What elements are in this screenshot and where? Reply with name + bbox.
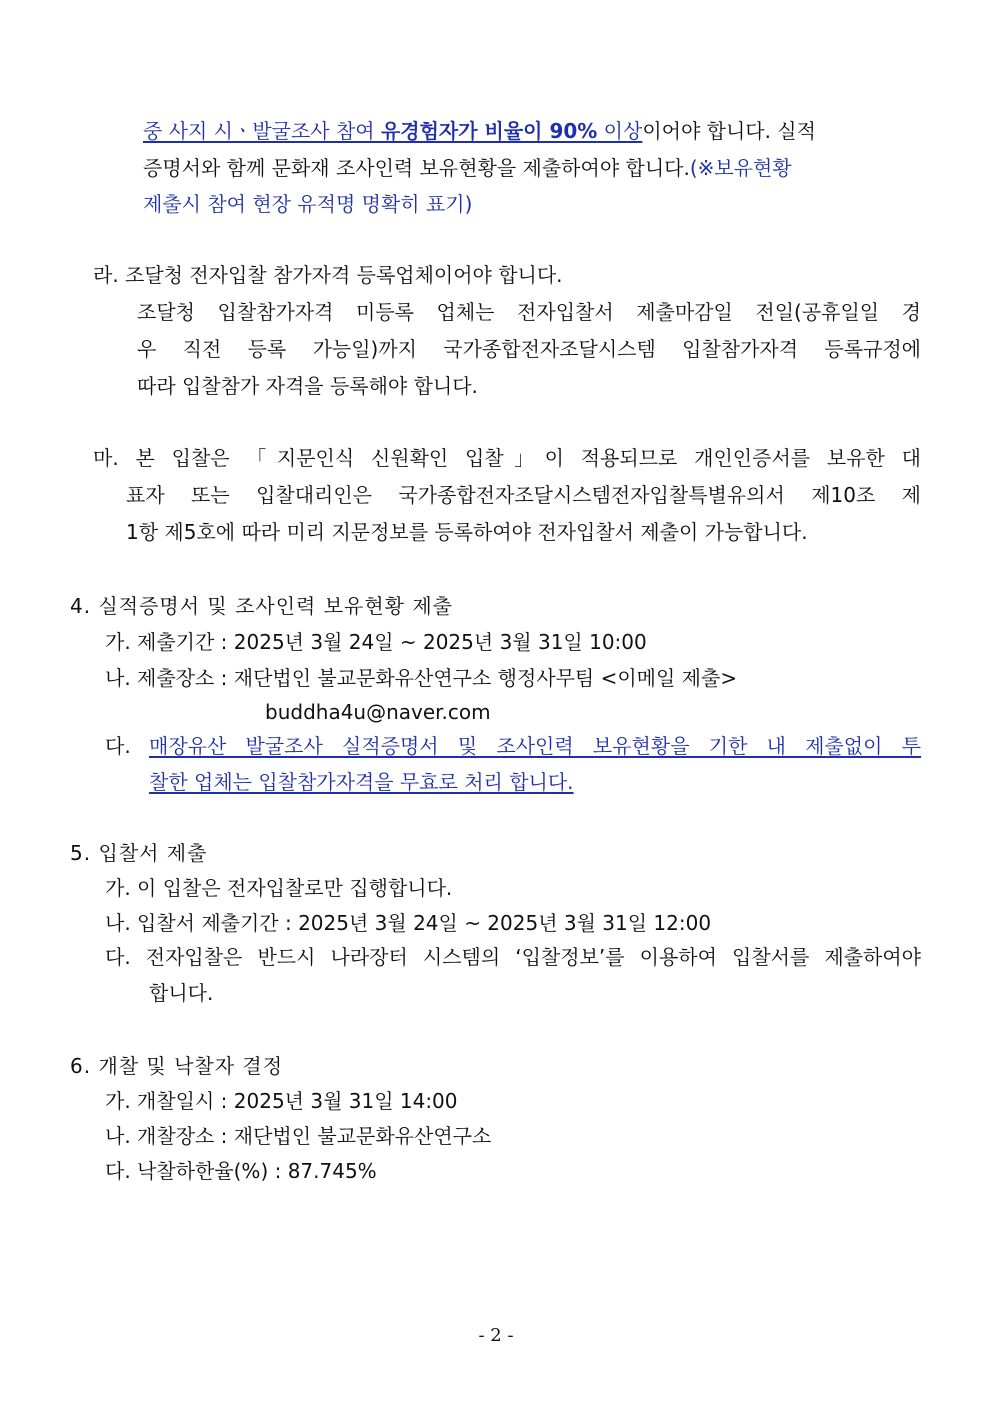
section-5-item-da-line-1: 다. 전자입찰은 반드시 나라장터 시스템의 ‘입찰정보’를 이용하여 입찰서를 제출하여야 xyxy=(105,945,921,969)
section-ma-line-3: 1항 제5호에 따라 미리 지문정보를 등록하여야 전자입찰서 제출이 가능합니다. xyxy=(126,520,808,544)
line1-text-c: 이상 xyxy=(597,119,643,143)
line1-text-a: 중 사지 시ㆍ발굴조사 참여 xyxy=(143,119,381,143)
section-4-item-da-line-2: 찰한 업체는 입찰참가자격을 무효로 처리 합니다. xyxy=(149,770,574,794)
section-6-item-ga: 가. 개찰일시 : 2025년 3월 31일 14:00 xyxy=(105,1089,458,1113)
section-ra-line-2: 우 직전 등록 가능일)까지 국가종합전자조달시스템 입찰참가자격 등록규정에 xyxy=(137,337,921,361)
section-5-item-ga: 가. 이 입찰은 전자입찰로만 집행합니다. xyxy=(105,876,453,900)
section-c-line-1 xyxy=(143,119,921,143)
section-c-line-2 xyxy=(143,156,792,180)
section-5-item-da-line-2: 합니다. xyxy=(149,981,214,1005)
section-ra-line-1: 조달청 입찰참가자격 미등록 업체는 전자입찰서 제출마감일 전일(공휴일일 경 xyxy=(137,300,921,324)
section-6-item-da: 다. 낙찰하한율(%) : 87.745% xyxy=(105,1159,377,1183)
section-5-item-na: 나. 입찰서 제출기간 : 2025년 3월 24일 ~ 2025년 3월 31일 12:00 xyxy=(105,911,712,935)
section-ma-line-1: 마. 본 입찰은 「지문인식 신원확인 입찰」이 적용되므로 개인인증서를 보유한 대 xyxy=(93,446,921,470)
section-c-line-3: 제출시 참여 현장 유적명 명확히 표기) xyxy=(143,192,473,216)
section-5-heading: 5. 입찰서 제출 xyxy=(70,841,208,865)
section-4-email: buddha4u@naver.com xyxy=(265,700,491,724)
section-4-item-da-prefix: 다. xyxy=(105,734,131,758)
page-number: - 2 - xyxy=(478,1325,514,1346)
section-ra-line-3: 따라 입찰참가 자격을 등록해야 합니다. xyxy=(137,374,478,398)
section-ra-title: 라. 조달청 전자입찰 참가자격 등록업체이어야 합니다. xyxy=(93,263,563,287)
section-4-item-na: 나. 제출장소 : 재단법인 불교문화유산연구소 행정사무팀 <이메일 제출> xyxy=(105,666,738,690)
line2-text-b: (※보유현황 xyxy=(689,156,792,180)
line1-text-d: 이어야 합니다. 실적 xyxy=(642,119,816,143)
section-6-item-na: 나. 개찰장소 : 재단법인 불교문화유산연구소 xyxy=(105,1124,492,1148)
section-ma-line-2: 표자 또는 입찰대리인은 국가종합전자조달시스템전자입찰특별유의서 제10조 제 xyxy=(126,483,921,507)
section-6-heading: 6. 개찰 및 낙찰자 결정 xyxy=(70,1054,284,1078)
section-4-heading: 4. 실적증명서 및 조사인력 보유현황 제출 xyxy=(70,594,453,618)
line1-text-b: 유경험자가 비율이 90% xyxy=(380,119,598,143)
line2-text-a: 증명서와 함께 문화재 조사인력 보유현황을 제출하여야 합니다. xyxy=(143,156,690,180)
section-4-item-ga: 가. 제출기간 : 2025년 3월 24일 ~ 2025년 3월 31일 10:00 xyxy=(105,630,647,654)
section-4-item-da-line-1: 매장유산 발굴조사 실적증명서 및 조사인력 보유현황을 기한 내 제출없이 투 xyxy=(149,734,921,758)
